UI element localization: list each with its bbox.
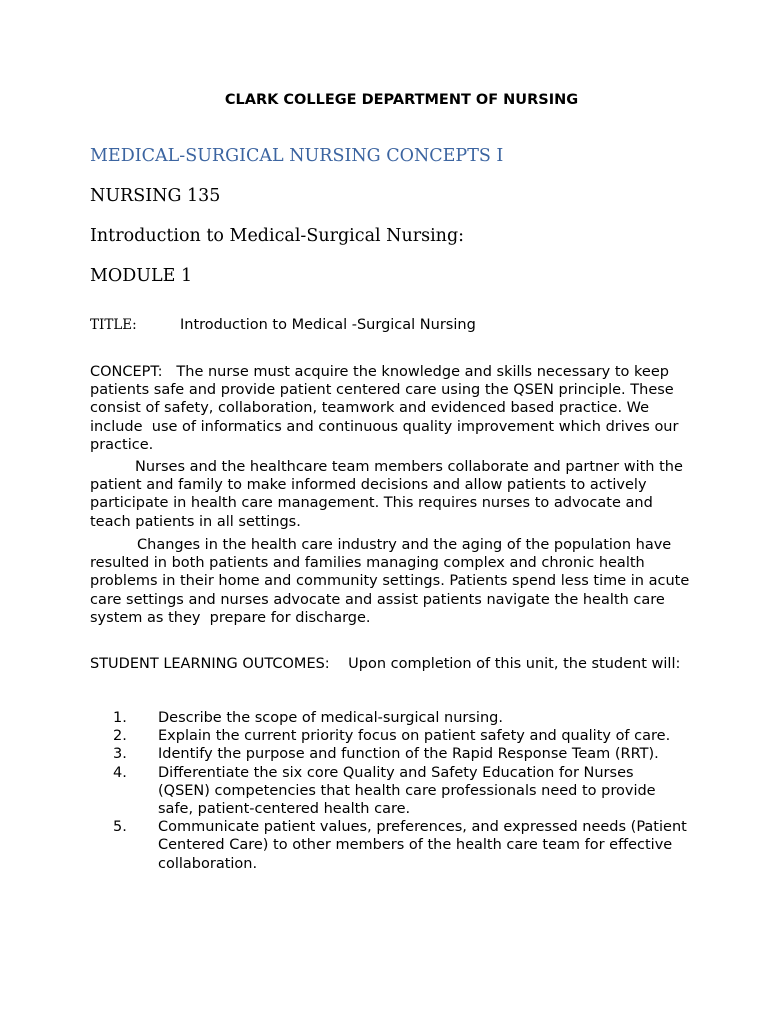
title-value: Introduction to Medical -Surgical Nursing	[180, 317, 476, 333]
concept-paragraph: CONCEPT: The nurse must acquire the knowledge and skills necessary to keep patients safe and provide patient centered care using the QSEN principle. These consist of safety, collaboration, teamwork and evidenced based practice. We include use of informatics and continuous quality improvement which drives our practice.	[90, 364, 684, 453]
list-item-text: Identify the purpose and function of the Rapid Response Team (RRT).	[158, 746, 659, 763]
list-item-text: Differentiate the six core Quality and Safety Education for Nurses (QSEN) competencies that health care professionals need to provide safe, patient-centered health care.	[158, 764, 656, 818]
learning-outcomes-list	[90, 709, 690, 873]
list-item-text: Explain the current priority focus on patient safety and quality of care.	[158, 728, 671, 745]
collaboration-paragraph: Nurses and the healthcare team members collaborate and partner with the patient and family to make informed decisions and allow patients to actively participate in health care management. This requires nurses to advocate and teach patients in all settings.	[90, 459, 683, 530]
list-item	[90, 727, 690, 745]
learning-outcomes-intro: STUDENT LEARNING OUTCOMES: Upon completion of this unit, the student will:	[90, 656, 681, 672]
intro-heading: Introduction to Medical-Surgical Nursing:	[90, 226, 465, 246]
list-item	[90, 709, 690, 727]
module-heading: MODULE 1	[90, 266, 193, 286]
department-header: CLARK COLLEGE DEPARTMENT OF NURSING	[224, 92, 579, 108]
title-field	[90, 317, 476, 333]
list-item-text: Describe the scope of medical-surgical nursing.	[158, 710, 503, 726]
list-item-text: Communicate patient values, preferences, and expressed needs (Patient Centered Care) to other members of the health care team for effective collaboration.	[158, 819, 687, 872]
list-item	[90, 745, 690, 763]
health-care-changes-paragraph: Changes in the health care industry and the aging of the population have resulted in both patients and families managing complex and chronic health problems in their home and community settings. Patients spend less time in acute care settings and nurses advocate and assist patients navigate the health care system as they prepare for discharge.	[90, 537, 694, 626]
list-item-number: 3.	[113, 746, 127, 763]
list-item	[90, 764, 690, 819]
list-item-number: 5.	[113, 819, 127, 836]
course-title: MEDICAL-SURGICAL NURSING CONCEPTS I	[90, 146, 504, 166]
list-item-number: 2.	[113, 728, 127, 745]
title-label: TITLE:	[90, 317, 137, 333]
list-item-number: 1.	[113, 710, 127, 726]
course-number: NURSING 135	[90, 186, 221, 206]
list-item	[90, 818, 690, 873]
list-item-number: 4.	[113, 764, 127, 781]
